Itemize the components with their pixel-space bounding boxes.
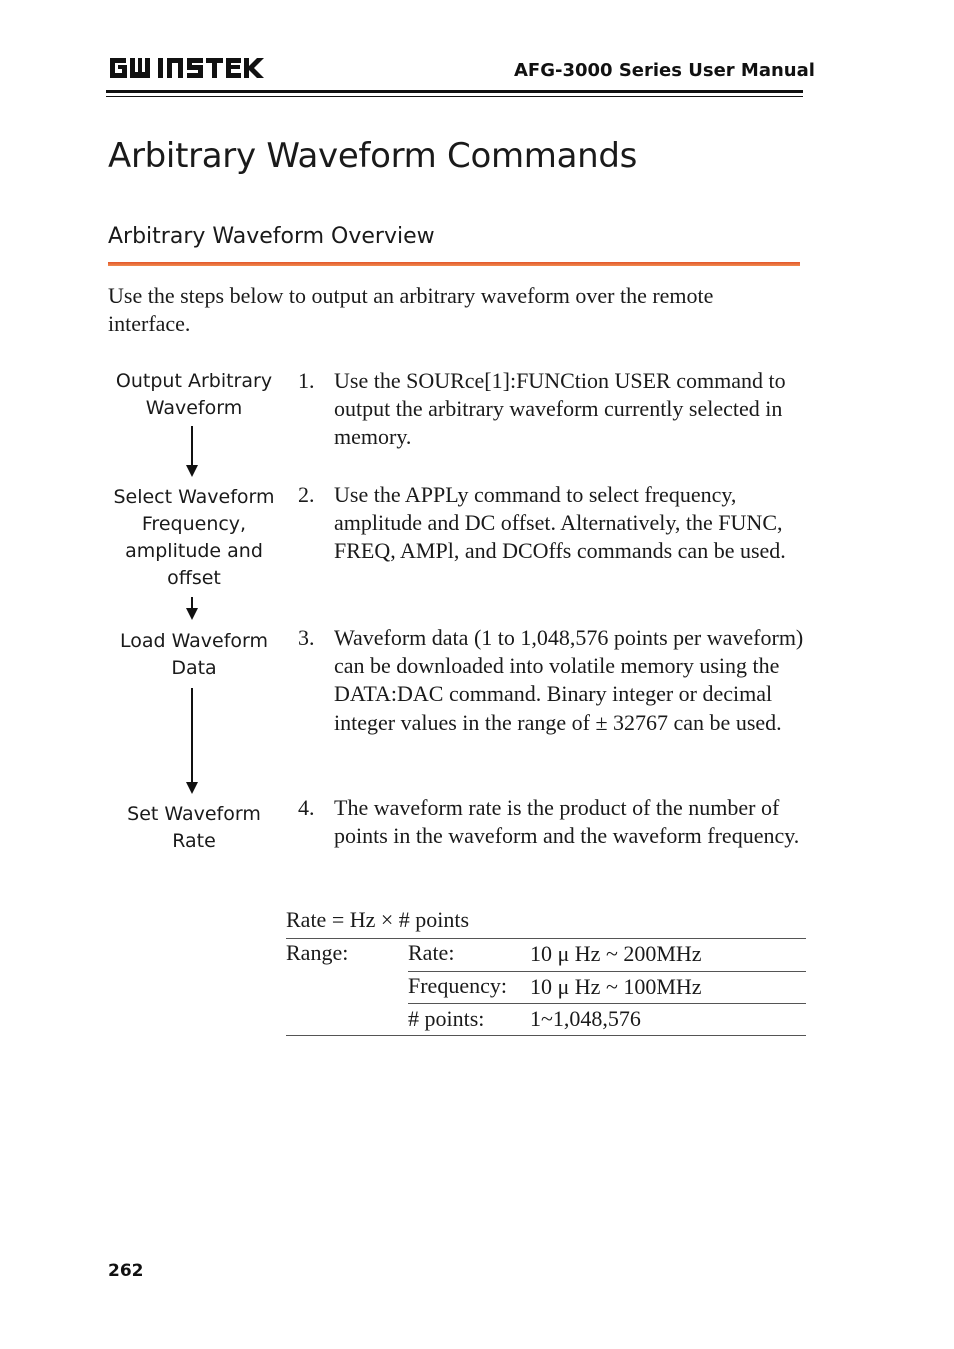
section-title: Arbitrary Waveform Overview	[108, 224, 435, 249]
flow-step-load-data	[108, 628, 280, 682]
flow-label-line: Select Waveform	[113, 486, 275, 508]
flow-label-line: Set Waveform	[127, 803, 261, 825]
step-text: Use the APPLy command to select frequency, amplitude and DC offset. Alternatively, the FUNC, FREQ, AMPl, and DCOffs commands can be used.	[334, 482, 786, 564]
rate-formula: Rate = Hz × # points	[286, 907, 470, 932]
step-text: Use the SOURce[1]:FUNCtion USER command to output the arbitrary waveform currently selected in memory.	[334, 368, 786, 450]
header-rule-thin	[106, 96, 803, 97]
flow-label-line: Rate	[172, 830, 216, 852]
flow-label-line: offset	[167, 567, 221, 589]
arrow-down-icon	[186, 465, 198, 477]
table-rule	[408, 1003, 806, 1004]
range-label: Range:	[286, 940, 349, 965]
flow-step-output-waveform	[108, 368, 280, 422]
flow-step-set-rate	[108, 801, 280, 855]
step-text: Waveform data (1 to 1,048,576 points per waveform) can be downloaded into volatile memory using the DATA:DAC command. Binary integer or decimal integer values in the range of ± 32767 can be used.	[334, 625, 804, 735]
section-rule	[108, 262, 800, 266]
manual-title: AFG-3000 Series User Manual	[514, 60, 815, 81]
flow-arrow-line	[191, 688, 193, 783]
table-rule	[408, 971, 806, 972]
table-rule	[286, 1035, 806, 1036]
flow-label-line: amplitude and	[125, 540, 263, 562]
step-number: 2.	[298, 482, 315, 507]
range-row-name: Frequency:	[408, 973, 507, 998]
page-number: 262	[108, 1261, 144, 1281]
step-number: 3.	[298, 625, 315, 650]
flow-label-line: Load Waveform	[119, 630, 269, 652]
flow-label-line: Output Arbitrary	[115, 370, 273, 392]
gw-instek-logo	[108, 52, 280, 84]
flow-step-select-frequency	[108, 484, 280, 592]
arrow-down-icon	[186, 608, 198, 620]
table-rule	[286, 938, 806, 939]
header-rule	[106, 90, 803, 93]
flow-label-line: Waveform	[145, 397, 243, 419]
range-row-name: # points:	[408, 1006, 485, 1031]
page-title: Arbitrary Waveform Commands	[108, 136, 638, 176]
range-row-value: 1~1,048,576	[530, 1006, 641, 1031]
flow-arrow-line	[191, 426, 193, 466]
step-text: The waveform rate is the product of the number of points in the waveform and the waveform frequency.	[334, 795, 800, 849]
range-row-name: Rate:	[408, 940, 455, 965]
range-row-value: 10 μ Hz ~ 200MHz	[530, 941, 702, 966]
step-number: 1.	[298, 368, 315, 393]
range-row-value: 10 μ Hz ~ 100MHz	[530, 974, 702, 999]
step-number: 4.	[298, 795, 315, 820]
flow-label-line: Data	[171, 657, 217, 679]
arrow-down-icon	[186, 782, 198, 794]
intro-paragraph: Use the steps below to output an arbitrary waveform over the remote interface.	[108, 283, 714, 336]
flow-label-line: Frequency,	[141, 513, 247, 535]
